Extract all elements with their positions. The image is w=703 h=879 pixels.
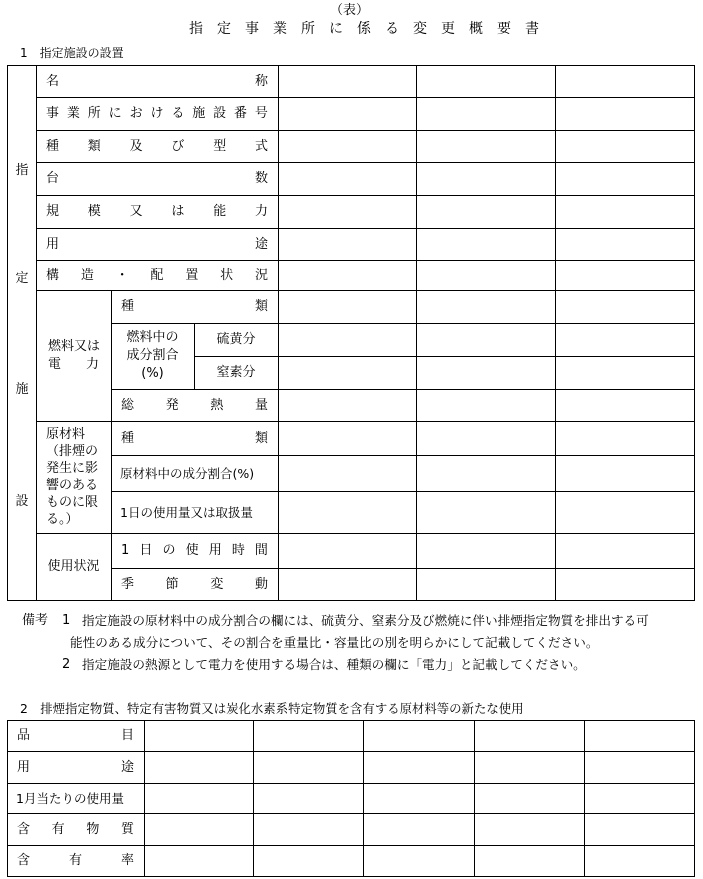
value-cell[interactable] xyxy=(417,98,555,130)
value-cell[interactable] xyxy=(145,784,253,813)
value-cell[interactable] xyxy=(417,291,555,323)
value-cell[interactable] xyxy=(417,492,555,533)
row-label-monthly-usage: 1月当たりの使用量 xyxy=(16,790,124,806)
value-cell[interactable] xyxy=(279,131,416,162)
group-label-raw-material: 原材料 （排煙の 発生に影 響のある ものに限 る。） xyxy=(46,427,99,527)
value-cell[interactable] xyxy=(556,163,694,195)
value-cell[interactable] xyxy=(364,846,474,876)
value-cell[interactable] xyxy=(145,721,253,751)
row-label-daily-amount: 1日の使用量又は取扱量 xyxy=(120,504,253,520)
note-number: 1 xyxy=(62,613,71,628)
value-cell[interactable] xyxy=(279,390,416,421)
value-cell[interactable] xyxy=(417,131,555,162)
row-label-name: 名 称 xyxy=(46,73,268,89)
group-label-fuel-or-power xyxy=(36,290,111,421)
value-cell[interactable] xyxy=(417,534,555,568)
table-rule xyxy=(111,290,112,601)
value-cell[interactable] xyxy=(556,422,694,455)
value-cell[interactable] xyxy=(475,846,584,876)
row-label-count: 台 数 xyxy=(46,171,268,186)
value-cell[interactable] xyxy=(254,846,363,876)
value-cell[interactable] xyxy=(556,131,694,162)
value-cell[interactable] xyxy=(279,196,416,228)
value-cell[interactable] xyxy=(145,752,253,783)
row-label-fuel-type: 種 類 xyxy=(121,299,268,314)
value-cell[interactable] xyxy=(145,814,253,845)
value-cell[interactable] xyxy=(279,324,416,356)
value-cell[interactable] xyxy=(556,492,694,533)
value-cell[interactable] xyxy=(417,357,555,389)
value-cell[interactable] xyxy=(279,261,416,290)
value-cell[interactable] xyxy=(279,422,416,455)
row-label-daily-hours: 1 日 の 使 用 時 間 xyxy=(121,543,268,558)
value-cell[interactable] xyxy=(556,534,694,568)
value-cell[interactable] xyxy=(364,752,474,783)
fuel-label-line2: 電 力 xyxy=(48,356,99,372)
vertical-label-char: 定 xyxy=(15,271,29,286)
form-label: （表） xyxy=(330,3,370,18)
vertical-label-char: 施 xyxy=(15,382,29,397)
value-cell[interactable] xyxy=(556,390,694,421)
row-label-raw-ratio: 原材料中の成分割合(%) xyxy=(120,465,255,481)
value-cell[interactable] xyxy=(145,846,253,876)
row-label-type-model: 種 類 及 び 型 式 xyxy=(46,138,268,154)
note-text: 指定施設の熱源として電力を使用する場合は、種類の欄に「電力」と記載してください。 xyxy=(82,657,586,672)
row-label-sulfur: 硫黄分 xyxy=(216,332,256,347)
value-cell[interactable] xyxy=(279,163,416,195)
section1-heading: 1 指定施設の設置 xyxy=(20,46,124,60)
row-label-facility-number: 事 業 所 に お け る 施 設 番 号 xyxy=(46,106,268,121)
row-label-structure-layout: 構 造 ・ 配 置 状 況 xyxy=(46,267,268,283)
value-cell[interactable] xyxy=(475,784,584,813)
value-cell[interactable] xyxy=(417,324,555,356)
table-rule xyxy=(7,876,695,877)
row-label-use: 用 途 xyxy=(17,759,134,775)
value-cell[interactable] xyxy=(556,196,694,228)
row-label-total-heat: 総 発 熱 量 xyxy=(121,397,268,413)
row-label-seasonal: 季 節 変 動 xyxy=(121,576,268,592)
table-rule xyxy=(694,720,695,877)
group-label-usage: 使用状況 xyxy=(47,559,100,574)
value-cell[interactable] xyxy=(279,492,416,533)
value-cell[interactable] xyxy=(417,163,555,195)
fuel-component-ratio-label: 燃料中の 成分割合 (%) xyxy=(126,330,179,381)
value-cell[interactable] xyxy=(417,196,555,228)
row-label-item: 品 目 xyxy=(17,728,134,743)
notes-label: 備考 xyxy=(22,613,49,628)
value-cell[interactable] xyxy=(364,814,474,845)
value-cell[interactable] xyxy=(585,814,694,845)
row-label-scale-capacity: 規 模 又 は 能 力 xyxy=(46,204,268,219)
value-cell[interactable] xyxy=(475,752,584,783)
value-cell[interactable] xyxy=(556,229,694,260)
value-cell[interactable] xyxy=(585,846,694,876)
note-text: 指定施設の原材料中の成分割合の欄には、硫黄分、窒素分及び燃焼に伴い排煙指定物質を排出する可 xyxy=(82,613,649,628)
row-label-contained-substance: 含 有 物 質 xyxy=(17,821,134,837)
note-number: 2 xyxy=(62,657,71,672)
value-cell[interactable] xyxy=(417,66,555,97)
value-cell[interactable] xyxy=(279,534,416,568)
value-cell[interactable] xyxy=(556,569,694,600)
value-cell[interactable] xyxy=(585,784,694,813)
table-rule xyxy=(7,720,8,877)
value-cell[interactable] xyxy=(417,229,555,260)
value-cell[interactable] xyxy=(279,66,416,97)
value-cell[interactable] xyxy=(556,261,694,290)
value-cell[interactable] xyxy=(254,784,363,813)
value-cell[interactable] xyxy=(475,721,584,751)
value-cell[interactable] xyxy=(279,456,416,491)
value-cell[interactable] xyxy=(417,261,555,290)
value-cell[interactable] xyxy=(556,357,694,389)
value-cell[interactable] xyxy=(279,98,416,130)
value-cell[interactable] xyxy=(556,98,694,130)
value-cell[interactable] xyxy=(556,324,694,356)
vertical-label-char: 指 xyxy=(15,163,29,178)
value-cell[interactable] xyxy=(364,784,474,813)
value-cell[interactable] xyxy=(585,721,694,751)
value-cell[interactable] xyxy=(364,721,474,751)
value-cell[interactable] xyxy=(417,569,555,600)
note-text: 能性のある成分について、その割合を重量比・容量比の別を明らかにして記載してください。 xyxy=(70,635,599,650)
value-cell[interactable] xyxy=(254,752,363,783)
value-cell[interactable] xyxy=(279,229,416,260)
value-cell[interactable] xyxy=(556,66,694,97)
value-cell[interactable] xyxy=(417,422,555,455)
fuel-label-line1: 燃料又は xyxy=(48,338,101,354)
row-label-use: 用 途 xyxy=(46,236,268,252)
value-cell[interactable] xyxy=(279,357,416,389)
value-cell[interactable] xyxy=(417,390,555,421)
value-cell[interactable] xyxy=(556,456,694,491)
value-cell[interactable] xyxy=(475,814,584,845)
value-cell[interactable] xyxy=(556,291,694,323)
value-cell[interactable] xyxy=(279,291,416,323)
section2-heading: 2 排煙指定物質、特定有害物質又は炭化水素系特定物質を含有する原材料等の新たな使用 xyxy=(20,701,524,716)
row-label-raw-type: 種 類 xyxy=(121,430,268,446)
row-label-content-rate: 含 有 率 xyxy=(17,853,134,868)
table-rule xyxy=(36,65,37,601)
value-cell[interactable] xyxy=(279,569,416,600)
row-label-nitrogen: 窒素分 xyxy=(216,365,256,380)
value-cell[interactable] xyxy=(254,721,363,751)
value-cell[interactable] xyxy=(254,814,363,845)
value-cell[interactable] xyxy=(585,752,694,783)
table-rule xyxy=(7,65,8,601)
vertical-label-char: 設 xyxy=(15,494,29,509)
page-title: 指 定 事 業 所 に 係 る 変 更 概 要 書 xyxy=(189,21,539,37)
value-cell[interactable] xyxy=(417,456,555,491)
table-rule xyxy=(694,65,695,601)
